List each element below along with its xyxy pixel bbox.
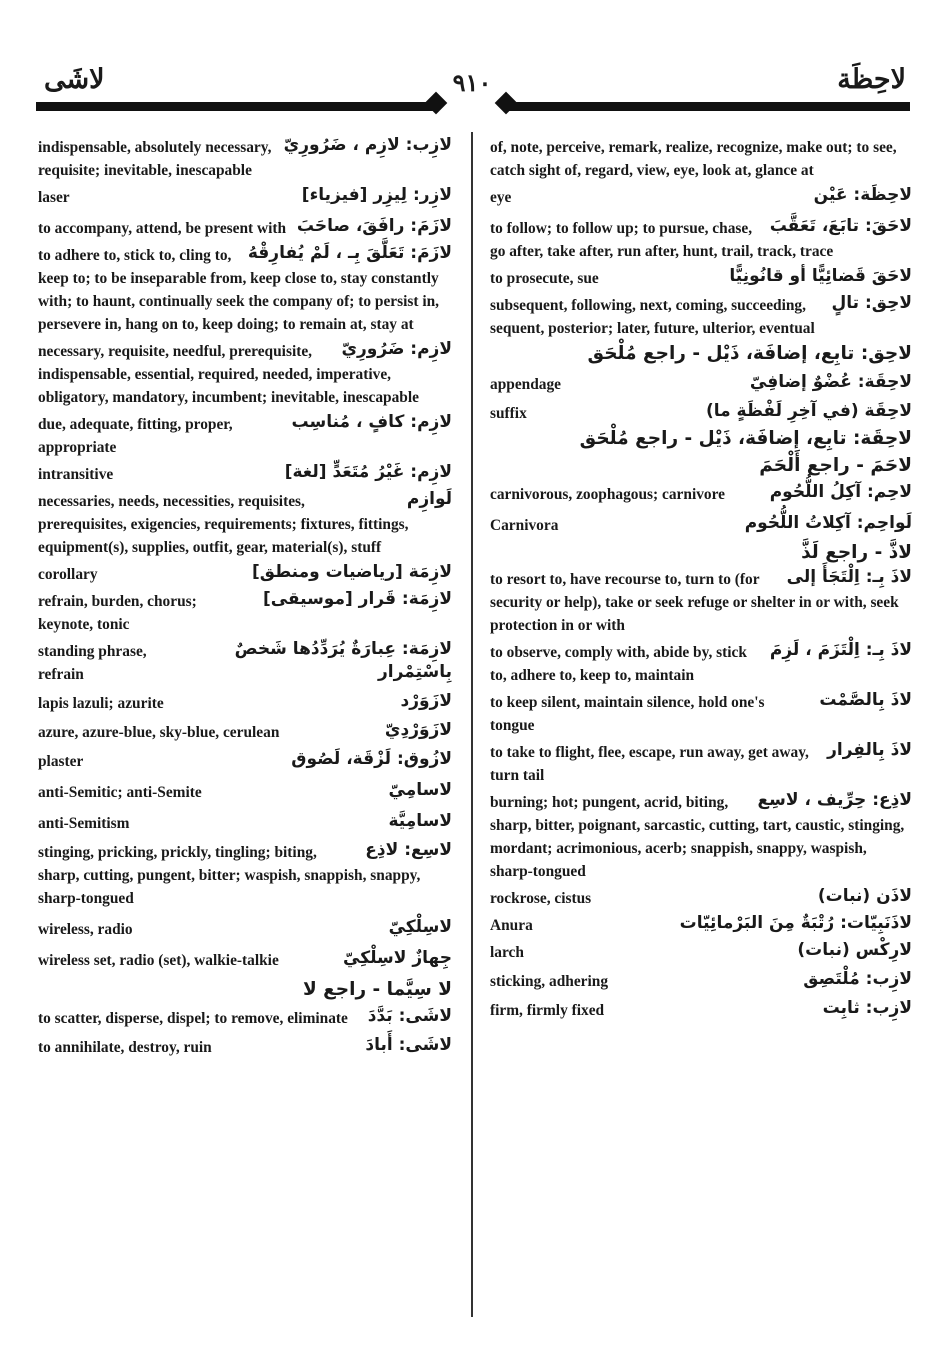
entry-definition-english: necessaries, needs, necessities, requisites, prerequisites, exigencies, requirements; fixtures, fittings, equipment(s), supplies, outfit, gear, material(s), stuff	[38, 493, 409, 556]
entry-definition-english: plaster	[38, 753, 84, 770]
entry-headword-arabic: لازِب: ثابِت	[822, 998, 912, 1018]
entry-headword-arabic: لاذَ بِالصَّمْت	[819, 690, 912, 710]
entry-definition-english: of, note, perceive, remark, realize, recognize, make out; to see, catch sight of, regard, view, eye, look at, glance at	[490, 139, 897, 179]
dictionary-entry	[38, 1036, 452, 1059]
dictionary-entry	[38, 918, 452, 941]
entry-definition-english: standing phrase, refrain	[38, 643, 147, 683]
entry-headword-arabic: لاذَن (نبات)	[817, 886, 912, 906]
dictionary-entry	[490, 541, 912, 564]
entry-definition-english: to resort to, have recourse to, turn to (for security or help), take or seek refuge or shelter in or with, seek protection in or with	[490, 571, 899, 634]
entry-definition-english: to keep silent, maintain silence, hold one's tongue	[490, 694, 765, 734]
dictionary-entry	[490, 514, 912, 537]
entry-definition-english: anti-Semitic; anti-Semite	[38, 784, 202, 801]
entry-headword-arabic: لاذَ بِـ: اِلْتَزَمَ ، لَزِمَ	[769, 640, 912, 660]
entry-definition-english: appendage	[490, 376, 561, 393]
dictionary-entry	[490, 402, 912, 425]
entry-headword-arabic: لازِم: كافٍ ، مُناسِب	[291, 412, 452, 432]
entry-headword-arabic: لَوازِم	[406, 489, 452, 509]
entry-headword-arabic: لاحَقَ: تابَعَ، تَعَقَّبَ	[769, 216, 912, 236]
entry-definition-english: Carnivora	[490, 517, 559, 534]
entry-definition-english: to accompany, attend, be present with	[38, 220, 287, 237]
entry-definition-english: rockrose, cistus	[490, 890, 592, 907]
entry-definition-english: to adhere to, stick to, cling to, keep to; to be inseparable from, keep close to, stay constantly with; to haunt, continually seek the company of; to persist in, persevere in, hang on to, keep doing; to remain at, stay at	[38, 247, 440, 333]
entry-headword-arabic: لاذَنَبِيّات: رُتْبَةٌ مِنَ البَرْمائِيّات	[679, 913, 912, 933]
entry-definition-english: firm, firmly fixed	[490, 1002, 605, 1019]
dictionary-entry	[490, 999, 912, 1022]
entry-definition-english: sticking, adhering	[490, 973, 609, 990]
entry-headword-arabic: لاشَى: أَبادَ	[365, 1035, 452, 1055]
dictionary-entry	[490, 427, 912, 450]
entry-headword-arabic: لازِم: ضَرُورِيّ	[341, 339, 452, 359]
entry-headword-arabic: لارِكْس (نبات)	[797, 940, 912, 960]
entry-definition-english: stinging, pricking, prickly, tingling; biting, sharp, cutting, pungent, bitter; waspish, snappish, snappy, sharp-tongued	[38, 844, 421, 907]
entry-headword-arabic: لازِم: غَيْرُ مُتَعَدٍّ [لغة]	[284, 462, 452, 482]
entry-definition-english: anti-Semitism	[38, 815, 130, 832]
entry-headword-arabic: لاحِق: تابِع، إضافَة، ذَيْل - راجع مُلْحَق	[587, 343, 912, 364]
header-rule-left	[36, 102, 438, 111]
dictionary-entry	[38, 563, 452, 586]
entry-headword-arabic: لازِب: لازِم ، ضَرُورِيّ	[283, 135, 452, 155]
entry-headword-arabic: لاحِم: آكِلُ اللُّحُوم	[769, 482, 912, 502]
entry-definition-english: to annihilate, destroy, ruin	[38, 1039, 212, 1056]
dictionary-entry	[38, 1007, 452, 1030]
guide-word-left: لاشَى	[44, 64, 105, 95]
entry-headword-arabic: لازِمَة: عِبارَةٌ يُرَدِّدُها شَخصٌ بِاسْتِمْرار	[234, 639, 452, 682]
dictionary-entry	[490, 741, 912, 787]
entry-headword-arabic: لاحِق: تالٍ	[831, 293, 912, 313]
dictionary-entry	[38, 217, 452, 240]
entry-definition-english: suffix	[490, 405, 527, 422]
entry-definition-english: to scatter, disperse, dispel; to remove, eliminate	[38, 1010, 348, 1027]
entry-definition-english: wireless set, radio (set), walkie-talkie	[38, 952, 279, 969]
entry-definition-english: wireless, radio	[38, 921, 133, 938]
header-rule-right	[506, 102, 910, 111]
dictionary-entry	[38, 841, 452, 910]
entry-headword-arabic: لاحِظَة: عَيْن	[813, 185, 912, 205]
entry-headword-arabic: لاذِع: حِرِّيف ، لاسِع	[757, 790, 912, 810]
dictionary-entry	[38, 640, 452, 686]
dictionary-entry	[38, 692, 452, 715]
entry-definition-english: azure, azure-blue, sky-blue, cerulean	[38, 724, 280, 741]
entry-definition-english: refrain, burden, chorus; keynote, tonic	[38, 593, 197, 633]
entry-definition-english: larch	[490, 944, 524, 961]
dictionary-entry	[38, 186, 452, 209]
entry-headword-arabic: لازِر: لِيزِر [فيزياء]	[301, 185, 452, 205]
dictionary-entry	[490, 186, 912, 209]
entry-headword-arabic: جِهازٌ لاسِلْكِيّ	[343, 948, 452, 968]
entry-headword-arabic: لاذَ بِـ: اِلْتَجَأَ إلى	[786, 567, 912, 587]
guide-word-right: لاحِظَة	[837, 64, 906, 95]
entry-headword-arabic: لاحَقَ قَضائِيًّا أو قانُونِيًّا	[729, 266, 912, 286]
dictionary-entry	[490, 136, 912, 182]
dictionary-entry	[38, 413, 452, 459]
entry-definition-english: to follow; to follow up; to pursue, chase, go after, take after, run after, hunt, trail, track, trace	[490, 220, 834, 260]
column-divider	[471, 132, 473, 1317]
dictionary-entry	[490, 373, 912, 396]
dictionary-entry	[490, 691, 912, 737]
entry-definition-english: due, adequate, fitting, proper, appropriate	[38, 416, 233, 456]
dictionary-entry	[490, 217, 912, 263]
entry-headword-arabic: لاسِلْكِيّ	[388, 917, 452, 937]
entry-headword-arabic: لاحَمَ - راجع أَلْحَمَ	[759, 455, 912, 476]
entry-definition-english: to observe, comply with, abide by, stick to, adhere to, keep to, maintain	[490, 644, 747, 684]
entry-definition-english: intransitive	[38, 466, 114, 483]
dictionary-entry	[38, 812, 452, 835]
dictionary-entry	[38, 490, 452, 559]
entry-headword-arabic: لازَمَ: تَعَلَّقَ بِـ ، لَمْ يُفارِقْهُ	[247, 243, 452, 263]
entry-headword-arabic: لازَوَرْدِيّ	[384, 720, 452, 740]
dictionary-entry	[490, 267, 912, 290]
dictionary-entry	[38, 590, 452, 636]
dictionary-entry	[38, 136, 452, 182]
dictionary-entry	[38, 340, 452, 409]
entry-headword-arabic: لازِمَة: قَرار [موسيقى]	[262, 589, 452, 609]
entry-headword-arabic: لَواحِم: آكِلاتُ اللُّحُوم	[744, 513, 912, 533]
dictionary-entry	[38, 721, 452, 744]
entry-headword-arabic: لازَوَرْد	[400, 691, 452, 711]
dictionary-entry	[490, 568, 912, 637]
entry-headword-arabic: لاسِع: لاذِع	[365, 840, 452, 860]
right-column	[490, 132, 912, 1322]
dictionary-entry	[38, 978, 452, 1001]
entry-headword-arabic: لازِب: مُلْتَصِق	[803, 969, 912, 989]
entry-definition-english: laser	[38, 189, 70, 206]
entry-definition-english: burning; hot; pungent, acrid, biting, sharp, bitter, poignant, sarcastic, cutting, tart, caustic, stinging, mordant; acrimonious, acerb; snappish, snappy, waspish, sharp-tongued	[490, 794, 905, 880]
dictionary-entry	[490, 791, 912, 883]
entry-headword-arabic: لاحِقَة (في آخِرِ لَفْظَةٍ ما)	[705, 401, 912, 421]
entry-headword-arabic: لاحِقَة: عُضْوٌ إضافِيّ	[749, 372, 912, 392]
dictionary-entry	[490, 483, 912, 506]
dictionary-entry	[490, 914, 912, 937]
entry-headword-arabic: لاذَّ - راجع لَذَّ	[801, 542, 912, 563]
dictionary-entry	[490, 342, 912, 365]
dictionary-entry	[490, 941, 912, 964]
entry-definition-english: indispensable, absolutely necessary, requisite; inevitable, inescapable	[38, 139, 272, 179]
entry-definition-english: subsequent, following, next, coming, succeeding, sequent, posterior; later, future, ulterior, eventual	[490, 297, 815, 337]
entry-headword-arabic: لازِمَة [رياضيات ومنطق]	[252, 562, 452, 582]
page-header	[0, 0, 946, 130]
dictionary-entry	[490, 970, 912, 993]
page-number: ٩١٠	[452, 68, 492, 97]
entry-definition-english: to take to flight, flee, escape, run away, get away, turn tail	[490, 744, 809, 784]
entry-definition-english: corollary	[38, 566, 98, 583]
entry-definition-english: carnivorous, zoophagous; carnivore	[490, 486, 725, 503]
entry-definition-english: eye	[490, 189, 512, 206]
dictionary-entry	[490, 887, 912, 910]
entry-headword-arabic: لا سِيَّما - راجع لا	[302, 979, 452, 1000]
entry-definition-english: Anura	[490, 917, 533, 934]
entry-definition-english: necessary, requisite, needful, prerequisite, indispensable, essential, required, needed, imperative, obligatory, mandatory, incumbent; inevitable, inescapable	[38, 343, 419, 406]
entry-definition-english: lapis lazuli; azurite	[38, 695, 164, 712]
dictionary-entry	[38, 244, 452, 336]
entry-headword-arabic: لاذَ بِالفِرار	[827, 740, 912, 760]
entry-headword-arabic: لازَمَ: رافَقَ، صاحَبَ	[296, 216, 452, 236]
dictionary-entry	[38, 463, 452, 486]
entry-headword-arabic: لازُوق: لَزْقَة، لَصُوق	[291, 749, 452, 769]
dictionary-entry	[38, 750, 452, 773]
dictionary-entry	[38, 949, 452, 972]
dictionary-entry	[490, 454, 912, 477]
entry-headword-arabic: لاحِقَة: تابِع، إضافَة، ذَيْل - راجع مُلْحَق	[579, 428, 912, 449]
entry-headword-arabic: لاسامِيّ	[388, 780, 452, 800]
dictionary-entry	[490, 294, 912, 340]
entry-headword-arabic: لاسامِيَّة	[388, 811, 452, 831]
entry-definition-english: to prosecute, sue	[490, 270, 599, 287]
entry-headword-arabic: لاشَى: بَدَّدَ	[367, 1006, 452, 1026]
dictionary-entry	[38, 781, 452, 804]
left-column	[38, 132, 452, 1322]
dictionary-entry	[490, 641, 912, 687]
